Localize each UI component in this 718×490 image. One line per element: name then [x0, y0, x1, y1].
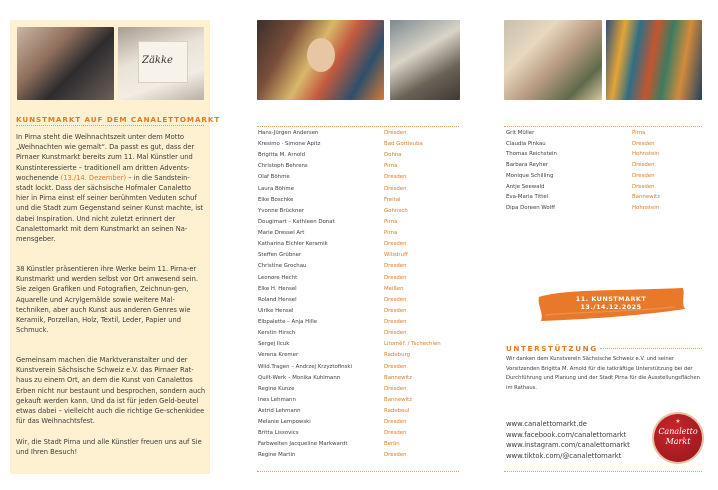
artist-city: Dresden	[384, 330, 407, 337]
artist-name: Kerstin Hirsch	[258, 330, 296, 337]
artist-name: Laura Böhme	[258, 185, 294, 192]
artist-row	[258, 139, 458, 149]
artist-city: Dresden	[384, 174, 407, 181]
artist-city: Dresden	[384, 419, 407, 426]
artist-row	[258, 184, 458, 194]
artist-row	[506, 192, 706, 202]
artist-name: Astrid Lehmann	[258, 408, 301, 414]
artist-name: Katharina Eichler Keramik	[258, 241, 328, 248]
date-banner	[535, 285, 687, 323]
artist-city: Wilsdruff	[384, 252, 408, 259]
kunstmarkt-paragraph-2: 38 Künstler präsentieren ihre Werke beim 11. Pirna-er Kunstmarkt und werden selbst vor Ort anwesend sein. Sie zeigen Grafiken und Fotografien, Zeichnun-gen, Aquarelle und Acrylgemälde sowie weitere Mal-techniken, aber auch Kunst aus anderen Genres wie Keramik, Porzellan, Holz, Textil, Leder, Papier und Schmuck.	[16, 265, 198, 335]
artist-city: Dresden	[384, 307, 407, 314]
logo-line-2: Markt	[665, 437, 691, 446]
artist-row	[258, 350, 458, 360]
artist-row	[258, 306, 458, 316]
artist-name: Christine Grochau	[258, 263, 307, 270]
photo-painting-artist	[504, 20, 602, 100]
artist-row	[258, 273, 458, 283]
artist-name: Elke H. Hensel	[258, 285, 297, 292]
artist-city: Dresden	[384, 263, 407, 270]
artist-row	[258, 261, 458, 271]
link-instagram[interactable]: www.instagram.com/canalettomarkt	[506, 441, 630, 449]
artist-city: Dresden	[632, 183, 655, 190]
artist-city: Dresden	[632, 140, 655, 147]
artist-row	[258, 228, 458, 238]
artist-city: Dresden	[384, 363, 407, 370]
artist-city: Bannewitz	[632, 194, 661, 201]
star-icon: ★	[675, 418, 681, 425]
artist-city: Pirna	[384, 230, 398, 237]
artist-row	[258, 395, 458, 405]
link-tiktok[interactable]: www.tiktok.com/@canalettomarkt	[506, 451, 622, 460]
artist-name: Marie Dressel Art	[258, 230, 305, 237]
artist-city: Dresden	[384, 274, 407, 281]
artist-city: Litoměř. / Tschechien	[384, 341, 441, 348]
artist-name: Christoph Behrens	[258, 163, 308, 170]
artist-row	[258, 428, 458, 438]
support-title: UNTERSTÜTZUNG	[506, 344, 598, 353]
canaletto-markt-logo	[654, 414, 702, 462]
artist-city: Dresden	[632, 172, 655, 179]
artist-city: Pirna	[384, 218, 398, 225]
artist-row	[258, 450, 458, 460]
photo-face	[307, 38, 335, 72]
artist-name: Eva-Maria Tittel	[506, 194, 549, 201]
artist-city: Pirna	[384, 163, 398, 170]
artist-row	[258, 406, 458, 416]
banner-line-1: 11. KUNSTMARKT	[575, 295, 647, 303]
artist-row	[506, 139, 706, 149]
artist-city: Radeburg	[384, 352, 411, 359]
kunstmarkt-paragraph-3: Gemeinsam machen die Marktveranstalter und der Kunstverein Sächsische Schweiz e.V. das Pirnaer Rat-haus zu einem Ort, an dem die Kunst von Canalettos Erben nicht nur bestaunt und besprochen, sondern auch gekauft werden kann. Und da ist für jeden Geld-beutel etwas dabei – vielleicht auch die richtige Ge-schenkidee für das Weihnachtsfest.	[16, 356, 206, 426]
artist-name: Elke Boschke	[258, 196, 294, 203]
artist-city: Hohnstein	[632, 151, 660, 158]
photo-artist-woman	[257, 20, 384, 100]
artist-name: Ulrike Hensel	[258, 307, 294, 314]
artist-name: Regine Kunze	[258, 385, 295, 392]
artist-name: Grit Müller	[506, 130, 535, 136]
paragraph-text: In Pirna steht die Weihnachtszeit unter dem Motto „Weihnachten wie gemalt“. Da passt es gut, dass der Pirnaer Kunstmarkt bereits zum 11. Mal Künstler und Kunstinteressierte – traditionell am dritten Advents-wochenende	[16, 133, 195, 182]
artist-name: Regine Martin	[258, 452, 296, 459]
artist-city: Hohnstein	[632, 204, 660, 211]
banner-line-2: 13./14.12.2025	[580, 303, 642, 311]
artist-name: Leonore Hecht	[258, 274, 298, 281]
artist-row	[258, 284, 458, 294]
artist-row	[258, 362, 458, 372]
logo-line-1: Canaletto	[658, 427, 698, 436]
artist-row	[258, 417, 458, 427]
artist-row	[258, 128, 458, 138]
artist-city: Meißen	[384, 285, 404, 292]
photo-painting	[118, 27, 204, 100]
artist-row	[258, 384, 458, 394]
artist-row	[258, 172, 458, 182]
web-links	[506, 419, 646, 461]
artist-row	[506, 149, 706, 159]
artist-city: Dresden	[384, 130, 407, 136]
photo-signature: Zäkke	[142, 55, 173, 66]
artist-row	[506, 171, 706, 181]
artist-name: Dougimart – Kathleen Donat	[258, 218, 335, 225]
artist-city: Dresden	[384, 452, 407, 459]
artist-city: Dresden	[384, 241, 407, 248]
artist-name: Kresimo · Simone Apitz	[258, 141, 321, 148]
artist-city: Berlin	[384, 441, 400, 448]
divider	[504, 126, 702, 127]
artist-name: Antje Seewald	[506, 183, 545, 190]
artist-name: Olaf Böhme	[258, 174, 290, 181]
artist-name: Steffen Grübner	[258, 252, 302, 259]
artist-row	[506, 128, 706, 138]
artist-row	[506, 182, 706, 192]
artist-name: Sergej Ilcuk	[258, 341, 290, 348]
support-text: Wir danken dem Kunstverein Sächsische Schweiz e.V. und seiner Vorsitzenden Brigitta M. Arnold für die tatkräftige Unterstützung bei der Durchführung und Planung und der Stadt Pirna für die Ausstellungsflächen im Rathaus.	[506, 356, 700, 391]
support-divider	[600, 348, 702, 349]
kunstmarkt-paragraph-4: Wir, die Stadt Pirna und alle Künstler freuen uns auf Sie und Ihren Besuch!	[16, 438, 202, 457]
artist-name: Thomas Reichstein	[506, 151, 557, 158]
divider	[504, 471, 702, 472]
artist-name: Hans-Jürgen Andersen	[258, 130, 319, 136]
artist-row	[258, 150, 458, 160]
artist-city: Pirna	[632, 130, 646, 136]
artist-name: Wild.Tragen – Andrzej Krzyżtofinski	[258, 363, 352, 370]
artist-city: Dresden	[384, 385, 407, 392]
artist-row	[258, 250, 458, 260]
paragraph-text: – in die Sandstein-stadt lockt. Dass der sächsische Hofmaler Canaletto hier in Pirna einst elf seiner berühmten Veduten schuf und die Stadt zum Gegenstand seiner Kunst machte, ist dabei Inspiration. Und nicht zuletzt erinnert der Canalettomarkt mit dem Kunstmarkt an seinen Na-mensgeber.	[16, 173, 204, 244]
artist-name: Roland Hensel	[258, 296, 297, 303]
artist-name: Quilt-Werk – Monika Kuhlmann	[258, 374, 341, 381]
link-facebook[interactable]: www.facebook.com/canalettomarkt	[506, 430, 627, 439]
artist-city: Gohrisch	[384, 207, 408, 214]
divider	[257, 126, 459, 127]
artist-name: Barbara Reyher	[506, 162, 549, 169]
artist-name: Britta Lissovics	[258, 430, 299, 437]
artist-row	[258, 317, 458, 327]
artist-city: Dresden	[384, 296, 407, 303]
link-website[interactable]: www.canalettomarkt.de	[506, 420, 587, 428]
artist-name: Monique Schilling	[506, 172, 554, 179]
artist-name: Melanie Lempowski	[258, 419, 311, 426]
artist-city: Bannewitz	[384, 374, 413, 381]
artist-name: Elbpalette – Anja Hille	[258, 319, 318, 326]
artist-row	[258, 339, 458, 349]
artist-city: Dresden	[384, 430, 407, 437]
artist-row	[258, 217, 458, 227]
photo-visitors	[17, 27, 114, 100]
artist-city: Dresden	[632, 162, 655, 169]
artist-row	[258, 295, 458, 305]
artist-city: Dohna	[384, 152, 402, 159]
kunstmarkt-panel	[0, 0, 233, 490]
artist-row	[258, 195, 458, 205]
kunstmarkt-divider	[16, 125, 204, 126]
artist-name: Yvonne Brückner	[258, 207, 305, 214]
artist-city: Radebeul	[384, 408, 410, 414]
artist-row	[506, 160, 706, 170]
artist-name: Claudia Pinkau	[506, 140, 546, 147]
photo-artist-stand	[390, 20, 460, 100]
artist-row	[258, 439, 458, 449]
artist-name: Verena Kremer	[258, 352, 299, 359]
artist-city: Bannewitz	[384, 396, 413, 403]
kunstmarkt-title: KUNSTMARKT AUF DEM CANALETTOMARKT	[16, 115, 221, 124]
artist-name: Farbwelten Jacqueline Markwardt	[258, 441, 348, 448]
artist-name: Brigitta M. Arnold	[258, 152, 306, 159]
event-date: (13./14. Dezember)	[60, 173, 127, 182]
photo-textile-rolls	[606, 20, 702, 100]
artist-city: Freital	[384, 196, 401, 203]
artist-city: Dresden	[384, 319, 407, 326]
artist-row	[258, 328, 458, 338]
divider	[257, 471, 459, 472]
kunstmarkt-paragraph-1	[16, 132, 206, 244]
artist-city: Bad Gottleuba	[384, 141, 423, 148]
artist-row	[258, 161, 458, 171]
artist-name: Ines Lehmann	[258, 396, 296, 403]
artist-row	[258, 239, 458, 249]
artist-name: Dipa Doreen Wolff	[506, 204, 555, 211]
artist-row	[258, 206, 458, 216]
artist-row	[258, 373, 458, 383]
artist-city: Dresden	[384, 185, 407, 192]
artist-row	[506, 203, 706, 213]
